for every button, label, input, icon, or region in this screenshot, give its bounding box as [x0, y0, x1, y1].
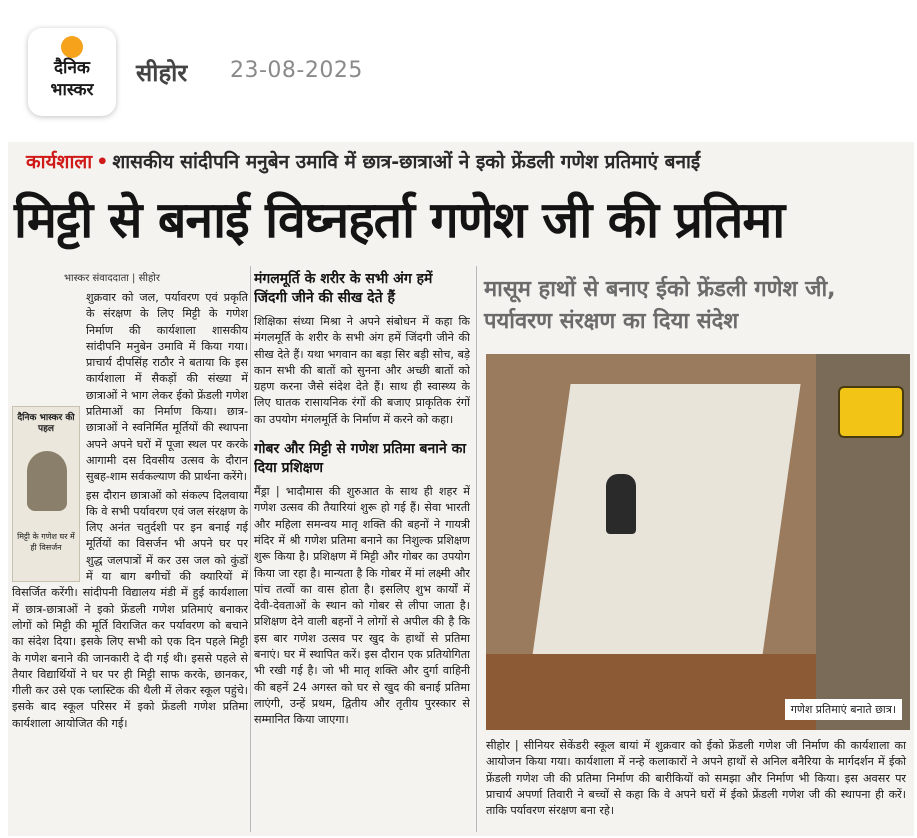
- column-2-subheading-1: मंगलमूर्ति के शरीर के सभी अंग हमें जिंदगी जीने की सीख देते हैं: [254, 271, 433, 306]
- logo-line2: भास्कर: [50, 80, 94, 100]
- teacher-figure: [606, 474, 636, 534]
- kicker-text: शासकीय सांदीपनि मनुबेन उमावि में छात्र-छात्राओं ने इको फ्रेंडली गणेश प्रतिमाएं बनाईं: [112, 151, 701, 173]
- app-header: [0, 0, 917, 140]
- newspaper-clipping: [8, 142, 914, 836]
- students-row: [486, 654, 816, 730]
- column-divider: [476, 266, 477, 832]
- workshop-photo: [486, 354, 910, 730]
- promo-title: दैनिक भास्कर की पहल: [17, 413, 75, 434]
- kicker-bullet: •: [96, 151, 109, 173]
- article-kicker: [26, 148, 700, 174]
- promo-box: [12, 406, 80, 582]
- dainik-bhaskar-logo[interactable]: [28, 28, 116, 116]
- photo-caption: गणेश प्रतिमाएं बनाते छात्र।: [785, 699, 902, 720]
- logo-line1: दैनिक: [54, 58, 90, 78]
- article-byline: भास्कर संवाददाता | सीहोर: [64, 273, 160, 284]
- article-column-2: [254, 268, 470, 836]
- ganesh-figure-icon: [27, 451, 67, 511]
- photo-story-headline: मासूम हाथों से बनाए ईको फ्रेंडली गणेश जी, पर्यावरण संरक्षण का दिया संदेश: [484, 277, 836, 334]
- column-1-paragraph-1: शुक्रवार को जल, पर्यावरण एवं प्रकृति के संरक्षण के लिए मिट्टी के गणेश निर्माण की कार्यशाला शासकीय सांदीपनि मनुबेन उमावि में किया गया। प्राचार्य दीपसिंह राठौर ने बताया कि इस कार्यशाला में सैकड़ों की संख्या में छात्राओं ने भाग लेकर ईको फ्रेंडली गणेश प्रतिमाओं का निर्माण किया। छात्र-छात्राओं ने स्वनिर्मित मूर्तियों की स्थापना अपने अपने घरों में पूजा स्थल पर करके आगामी दस दिवसीय उत्सव के दौरान सुबह-शाम सर्वकल्याण की प्रार्थना करेंगे।: [86, 291, 248, 484]
- edition-city: सीहोर: [136, 59, 188, 87]
- column-2-paragraph-2: मैंड्रा | भादौमास की शुरुआत के साथ ही शहर में गणेश उत्सव की तैयारियां शुरू हो गई हैं। सेवा भारती और महिला समन्वय मातृ शक्ति की बहनों ने गायत्री मंदिर में श्री गणेश प्रतिमा बनाने का निशुल्क प्रशिक्षण शुरू किया है। प्रशिक्षण में मिट्टी और गोबर का उपयोग किया जा रहा है। मान्यता है कि गोबर में मां लक्ष्मी और पांच तत्वों का वास होता है। इसलिए शुभ कार्यों में देवी-देवताओं के स्थान को गोबर से लीपा जाता है। प्रशिक्षण देने वाली बहनों ने लोगों से अपील की है कि इस बार गणेश उत्सव पर खुद के हाथों से प्रतिमा बनाएं। घर में स्थापित करें। इस दौरान एक प्रतियोगिता भी रखी गई है। जो भी मातृ शक्ति और दुर्गा वाहिनी की बहनें 24 अगस्त को घर से खुद की बनाई प्रतिमा लाएंगी, उन्हें प्रथम, द्वितीय और तृतीय पुरस्कार से सम्मानित किया जाएगा।: [254, 485, 470, 727]
- photo-story-text: सीहोर | सीनियर सेकेंडरी स्कूल बायां में शुक्रवार को ईको फ्रेंडली गणेश जी निर्माण की कार्यशाला का आयोजन किया गया। कार्यशाला में नन्हे कलाकारों ने अपने हाथों से अनिल बनैरिया के मार्गदर्शन में ईको फ्रेंडली गणेश जी की प्रतिमा निर्माण की बारीकियों को समझा और निर्माण भी किया। इस अवसर पर प्राचार्य अपर्णा तिवारी ने बच्चों से कहा कि वे अपने घरों में ईको फ्रेंडली गणेश जी की स्थापना ही करें। ताकि पर्यावरण संरक्षण बना रहे।: [486, 739, 906, 818]
- column-2-subheading-2: गोबर और मिट्टी से गणेश प्रतिमा बनाने का दिया प्रशिक्षण: [254, 441, 466, 477]
- school-bus-icon: [838, 386, 904, 438]
- column-2-paragraph-1: शिक्षिका संध्या मिश्रा ने अपने संबोधन में कहा कि मंगलमूर्ति के शरीर के सभी अंग हमें जिंदगी जीने की सीख देते हैं। यथा भगवान का बड़ा सिर बड़ी सोच, बड़े कान सभी की बातों को सुनना और अच्छी बातों को ग्रहण करना जैसे संदेश देते हैं। साथ ही स्वास्थ्य के लिए घातक रासायनिक रंगों की बजाए प्राकृतिक रंगों का उपयोग मंगलमूर्ति के निर्माण में करने को कहा।: [254, 315, 470, 426]
- column-1-paragraph-2: इस दौरान छात्राओं को संकल्प दिलवाया कि वे सभी पर्यावरण एवं जल संरक्षण के लिए अनंत चतुर्दशी पर इन बनाई गई मूर्तियों का विसर्जन भी अपने घर पर शुद्ध जलपात्रों में कर उस जल को कुंडों में या बाग बगीचों की क्यारियों में विसर्जित करेंगी। सांदीपनी विद्यालय मंडी में हुई कार्यशाला में छात्र-छात्राओं ने इको फ्रेंडली गणेश प्रतिमाएं बनाकर लोगों को मिट्टी की मूर्ति विराजित कर पर्यावरण को बचाने का संदेश दिया। इसके लिए सभी को एक दिन पहले मिट्टी के गणेश बनाने की जानकारी दे दी गई थी। इससे पहले से तैयार विद्यार्थियों ने घर पर ही मिट्टी साफ करके, छानकर, गीली कर उसे एक प्लास्टिक की थैली में लेकर स्कूल पहुंचे। इसके बाद स्कूल परिसर में इको फ्रेंडली गणेश प्रतिमा कार्यशाला आयोजित की गई।: [12, 488, 248, 730]
- column-divider: [250, 266, 251, 832]
- edition-date: 23-08-2025: [230, 58, 363, 83]
- promo-caption: मिट्टी के गणेश घर में ही विसर्जन: [17, 532, 75, 552]
- article-headline: मिट्टी से बनाई विघ्नहर्ता गणेश जी की प्रतिमा: [14, 191, 785, 249]
- article-column-1: [12, 290, 248, 836]
- kicker-label: कार्यशाला: [26, 151, 93, 173]
- sun-icon: [61, 36, 83, 58]
